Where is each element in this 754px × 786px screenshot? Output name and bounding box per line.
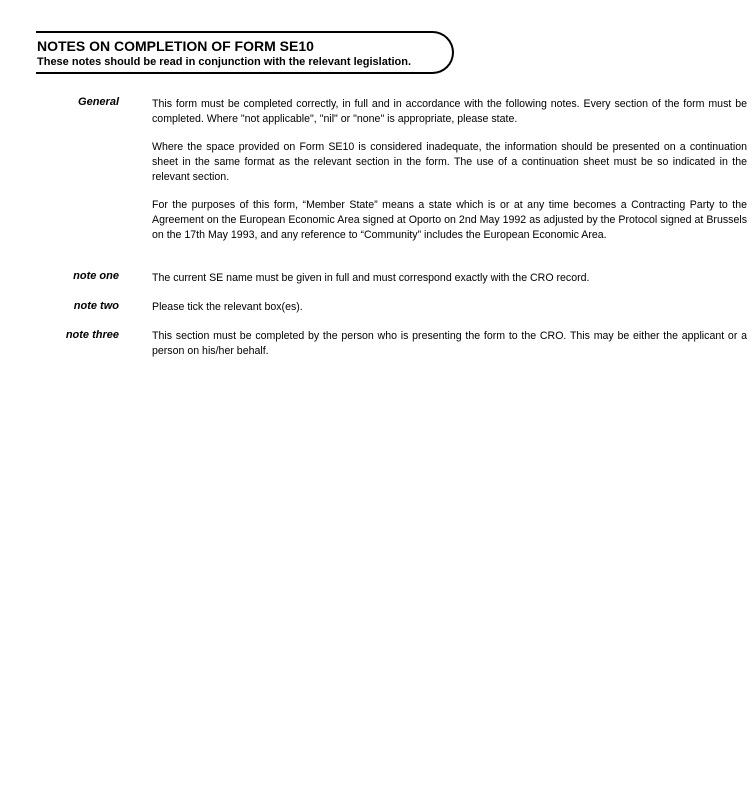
page-subtitle: These notes should be read in conjunction with the relevant legislation. bbox=[37, 56, 412, 68]
note-one-paragraph: The current SE name must be given in full and must correspond exactly with the CRO record. bbox=[152, 272, 590, 284]
section-label-general: General bbox=[78, 96, 119, 108]
section-label-note-one: note one bbox=[73, 270, 119, 282]
general-paragraph-1: This form must be completed correctly, in full and in accordance with the following notes. Every section of the form must be completed. Where "not applicable", "nil" or "none" is appropriate, please state. bbox=[152, 98, 747, 125]
general-paragraph-2: Where the space provided on Form SE10 is considered inadequate, the information should be presented on a continuation sheet in the same format as the relevant section in the form. The use of a continuation sheet must be so indicated in the relevant section. bbox=[152, 141, 747, 183]
section-label-note-two: note two bbox=[73, 300, 119, 312]
note-three-paragraph: This section must be completed by the person who is presenting the form to the CRO. This may be either the applicant or a person on his/her behalf. bbox=[152, 330, 747, 357]
section-label-note-three: note three bbox=[65, 329, 119, 341]
note-two-paragraph: Please tick the relevant box(es). bbox=[152, 301, 303, 313]
general-paragraph-3: For the purposes of this form, “Member State” means a state which is or at any time becomes a Contracting Party to the Agreement on the European Economic Area signed at Oporto on 2nd May 1992 as adjusted by the Protocol signed at Brussels on the 17th May 1993, and any reference to “Community” includes the European Economic Area. bbox=[152, 199, 747, 241]
page-title: NOTES ON COMPLETION OF FORM SE10 bbox=[37, 38, 314, 54]
